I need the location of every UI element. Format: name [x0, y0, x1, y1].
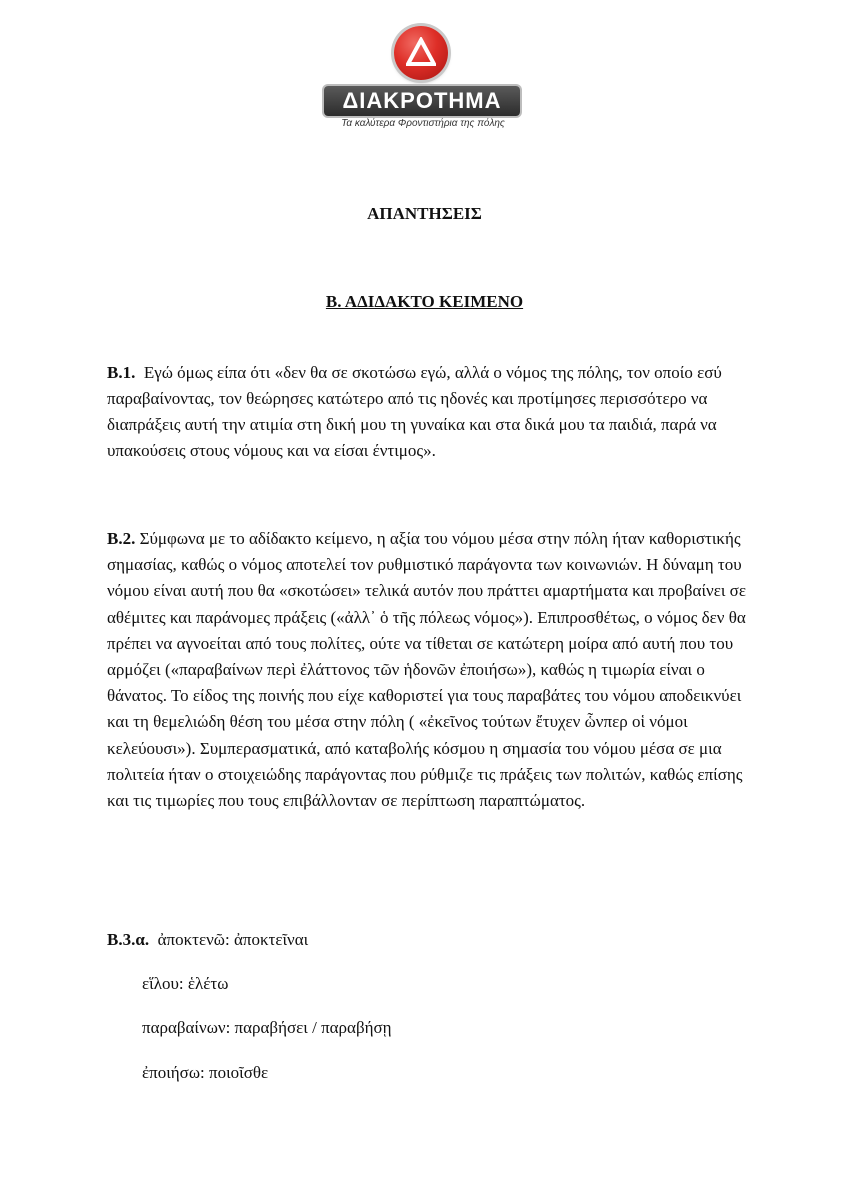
section-title: Β. ΑΔΙΔΑΚΤΟ ΚΕΙΜΕΝΟ: [325, 292, 524, 311]
answer-b3a-item: εἵλου: ἑλέτω: [142, 974, 229, 993]
answer-b3a-item: ἐποιήσω: ποιοῖσθε: [142, 1063, 269, 1082]
answer-b3a-label: Β.3.α.: [107, 930, 150, 949]
answer-b3a-first: ἀποκτενῶ: ἀποκτεῖναι: [157, 930, 309, 949]
answer-b1-text: Εγώ όμως είπα ότι «δεν θα σε σκοτώσω εγώ, αλλά ο νόμος της πόλης, τον οποίο εσύ παραβαίνοντας, τον θεώρησες κατώτερο από τις ηδονές και προτίμησες περισσότερο να διαπράξεις αυτή την ατιμία στη δική μου τη γυναίκα και στα δικά μου τα παιδιά, παρά να υπακούσεις στους νόμους και να είσαι έντιμος».: [107, 363, 722, 460]
answer-b3a-item: παραβαίνων: παραβήσει / παραβήσῃ: [142, 1018, 392, 1037]
logo-name: ΔΙΑΚΡΟΤΗΜΑ: [324, 86, 520, 116]
answer-b2-label: Β.2.: [107, 529, 136, 548]
answer-b3a: [107, 930, 308, 950]
delta-icon: [394, 26, 448, 80]
answer-b2: [107, 526, 767, 814]
answer-b1-label: Β.1.: [107, 363, 136, 382]
answer-b1: [107, 360, 767, 464]
page-title: ΑΠΑΝΤΗΣΕΙΣ: [367, 204, 482, 223]
answer-b2-text: Σύμφωνα με το αδίδακτο κείμενο, η αξία του νόμου μέσα στην πόλη ήταν καθοριστικής σημασίας, καθώς ο νόμος αποτελεί τον ρυθμιστικό παράγοντα των κοινωνιών. Η δύναμη του νόμου είναι αυτή που θα «σκοτώσει» τελικά αυτόν που πράττει αμαρτήματα και προβαίνει σε αθέμιτες και παράνομες πράξεις («ἀλλ᾽ ὁ τῆς πόλεως νόμος»). Επιπροσθέτως, ο νόμος δεν θα πρέπει να αγνοείται από τους πολίτες, ούτε να τίθεται σε κατώτερη μοίρα από αυτή που του αρμόζει («παραβαίνων περὶ ἐλάττονος τῶν ἡδονῶν ἐποιήσω»), καθώς η τιμωρία είναι ο θάνατος. Το είδος της ποινής που είχε καθοριστεί για τους παραβάτες του νόμου αποδεικνύει και τη θεμελιώδη θέση του μέσα στην πόλη ( «ἐκεῖνος τούτων ἔτυχεν ὧνπερ οἱ νόμοι κελεύουσι»). Συμπερασματικά, από καταβολής κόσμου η σημασία του νόμου μέσα σε μια πολιτεία ήταν ο στοιχειώδης παράγοντας που ρύθμιζε τις πράξεις των πολιτών, καθώς επίσης και τις τιμωρίες που τους επιβάλλονταν σε περίπτωση παραπτώματος.: [107, 529, 746, 811]
logo-tagline: Τα καλύτερα Φροντιστήρια της πόλης: [341, 118, 505, 129]
logo: [318, 22, 528, 140]
